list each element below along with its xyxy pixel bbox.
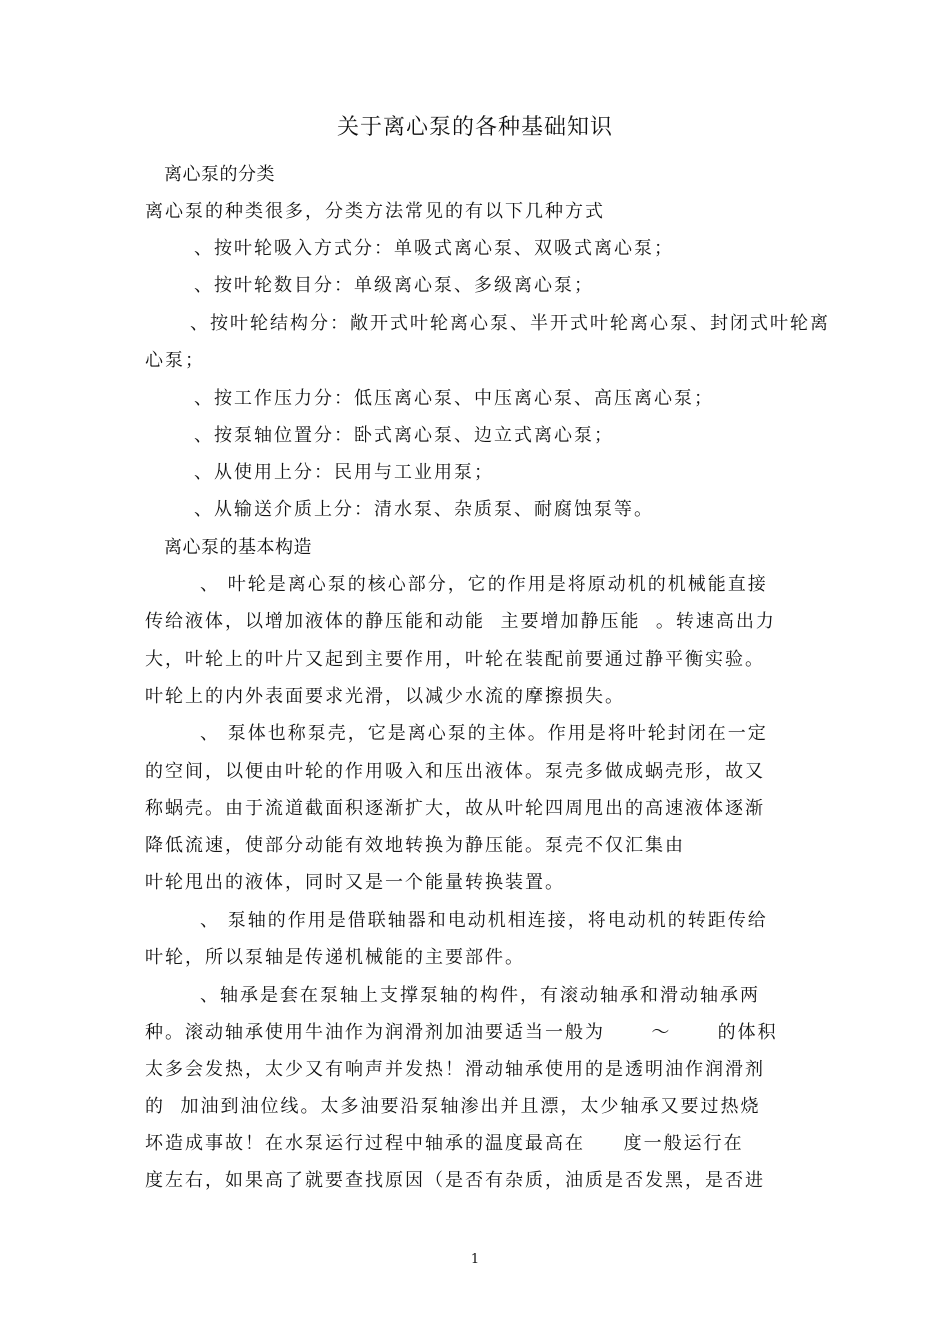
section-heading-classification: 离心泵的分类 bbox=[164, 164, 275, 185]
list-item: 、从使用上分：民用与工业用泵； bbox=[194, 462, 494, 483]
paragraph-line: 坏造成事故！在水泵运行过程中轴承的温度最高在 度一般运行在 bbox=[145, 1133, 744, 1154]
paragraph-line: 、轴承是套在泵轴上支撑泵轴的构件，有滚动轴承和滑动轴承两 bbox=[200, 985, 760, 1006]
paragraph-line: 的 加油到油位线。太多油要沿泵轴渗出并且漂，太少轴承又要过热烧 bbox=[145, 1096, 761, 1117]
list-item-continuation: 心泵； bbox=[145, 350, 205, 371]
paragraph-line: 、 叶轮是离心泵的核心部分，它的作用是将原动机的机械能直接 bbox=[200, 574, 768, 595]
list-item: 、从输送介质上分：清水泵、杂质泵、耐腐蚀泵等。 bbox=[194, 499, 654, 520]
paragraph-line: 太多会发热，太少又有响声并发热！滑动轴承使用的是透明油作润滑剂 bbox=[145, 1059, 765, 1080]
document-title: 关于离心泵的各种基础知识 bbox=[336, 115, 613, 140]
list-item: 、按工作压力分：低压离心泵、中压离心泵、高压离心泵； bbox=[194, 388, 714, 409]
paragraph-line: 叶轮甩出的液体，同时又是一个能量转换装置。 bbox=[145, 872, 565, 893]
paragraph-line: 离心泵的种类很多，分类方法常见的有以下几种方式 bbox=[145, 201, 605, 222]
page-number: 1 bbox=[470, 1252, 480, 1267]
paragraph-line: 、 泵轴的作用是借联轴器和电动机相连接，将电动机的转距传给 bbox=[200, 910, 768, 931]
paragraph-line: 称蜗壳。由于流道截面积逐渐扩大，故从叶轮四周甩出的高速液体逐渐 bbox=[145, 798, 765, 819]
paragraph-line: 的空间，以便由叶轮的作用吸入和压出液体。泵壳多做成蜗壳形，故又 bbox=[145, 761, 765, 782]
paragraph-line: 叶轮上的内外表面要求光滑，以减少水流的摩擦损失。 bbox=[145, 686, 625, 707]
paragraph-line: 降低流速，使部分动能有效地转换为静压能。泵壳不仅汇集由 bbox=[145, 835, 685, 856]
paragraph-line: 传给液体，以增加液体的静压能和动能 主要增加静压能 。转速高出力 bbox=[145, 611, 776, 632]
paragraph-line: 大，叶轮上的叶片又起到主要作用，叶轮在装配前要通过静平衡实验。 bbox=[145, 649, 765, 670]
paragraph-line: 度左右，如果高了就要查找原因（是否有杂质，油质是否发黑，是否进 bbox=[145, 1170, 765, 1191]
list-item: 、按叶轮结构分：敞开式叶轮离心泵、半开式叶轮离心泵、封闭式叶轮离 bbox=[190, 313, 830, 334]
paragraph-line: 种。滚动轴承使用牛油作为润滑剂加油要适当一般为 ～ 的体积 bbox=[145, 1022, 778, 1043]
paragraph-line: 、 泵体也称泵壳，它是离心泵的主体。作用是将叶轮封闭在一定 bbox=[200, 723, 768, 744]
list-item: 、按叶轮吸入方式分：单吸式离心泵、双吸式离心泵； bbox=[194, 238, 674, 259]
paragraph-line: 叶轮，所以泵轴是传递机械能的主要部件。 bbox=[145, 947, 525, 968]
list-item: 、按叶轮数目分：单级离心泵、多级离心泵； bbox=[194, 275, 594, 296]
section-heading-structure: 离心泵的基本构造 bbox=[164, 537, 312, 558]
list-item: 、按泵轴位置分：卧式离心泵、边立式离心泵； bbox=[194, 425, 614, 446]
